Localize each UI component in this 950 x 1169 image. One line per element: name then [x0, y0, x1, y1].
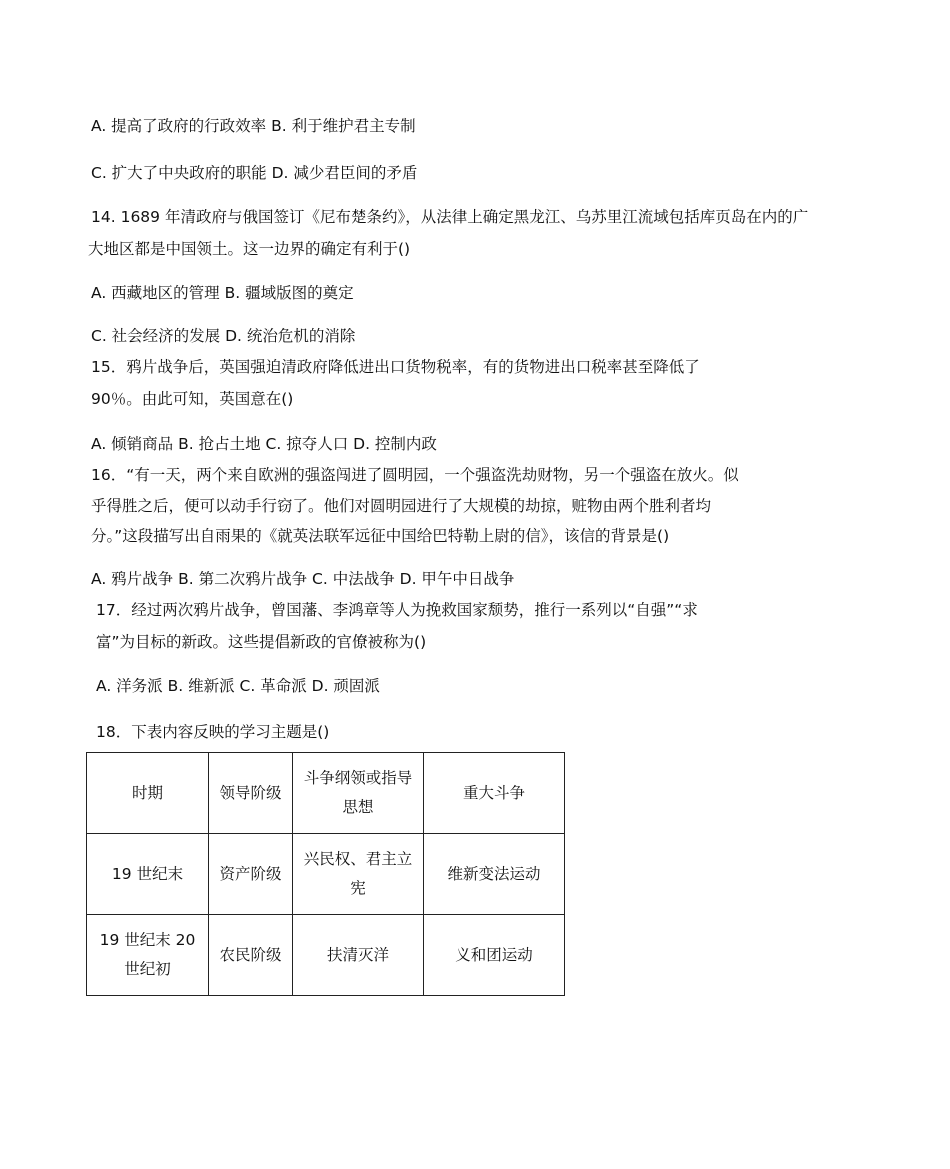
- table-cell: [424, 915, 565, 996]
- header-period: 时期: [131, 783, 163, 802]
- cell-period: 19 世纪末: [111, 864, 184, 883]
- table-cell: [424, 834, 565, 915]
- table-cell: [87, 834, 209, 915]
- q18-table: [86, 752, 565, 996]
- table-header-cell: [424, 753, 565, 834]
- cell-program: 扶清灭洋: [326, 945, 389, 964]
- q15-stem-line-2: 90％。由此可知，英国意在(): [91, 390, 294, 408]
- table-header-cell: [209, 753, 293, 834]
- q16-stem-line-3: 分。”这段描写出自雨果的《就英法联军远征中国给巴特勒上尉的信》，该信的背景是(): [91, 527, 670, 545]
- q15-options: A. 倾销商品 B. 抢占土地 C. 掠夺人口 D. 控制内政: [91, 435, 437, 453]
- table-cell: [209, 915, 293, 996]
- q13-options-line-2: C. 扩大了中央政府的职能 D. 减少君臣间的矛盾: [91, 164, 418, 182]
- header-program: 斗争纲领或指导思想: [303, 769, 413, 816]
- header-major-struggle: 重大斗争: [462, 783, 525, 802]
- q18-stem: 18．下表内容反映的学习主题是(): [96, 723, 330, 741]
- table-cell: [87, 915, 209, 996]
- q14-stem-line-2: 大地区都是中国领土。这一边界的确定有利于(): [88, 240, 411, 258]
- q14-options-line-2: C. 社会经济的发展 D. 统治危机的消除: [91, 327, 356, 345]
- table-row: [87, 915, 565, 996]
- q16-stem-line-2: 乎得胜之后，便可以动手行窃了。他们对圆明园进行了大规模的劫掠，赃物由两个胜利者均: [91, 497, 712, 515]
- cell-leading-class: 农民阶级: [219, 945, 282, 964]
- q16-stem-line-1: 16．“有一天，两个来自欧洲的强盗闯进了圆明园，一个强盗洗劫财物，另一个强盗在放火。似: [91, 466, 739, 484]
- q13-options-line-1: A. 提高了政府的行政效率 B. 利于维护君主专制: [91, 117, 416, 135]
- q15-stem-line-1: 15．鸦片战争后，英国强迫清政府降低进出口货物税率，有的货物进出口税率甚至降低了: [91, 358, 700, 376]
- q17-stem-line-1: 17．经过两次鸦片战争，曾国藩、李鸿章等人为挽救国家颓势，推行一系列以“自强”“求: [96, 601, 698, 619]
- table-header-cell: [293, 753, 424, 834]
- table-header-cell: [87, 753, 209, 834]
- q14-stem-line-1: 14. 1689 年清政府与俄国签订《尼布楚条约》，从法律上确定黑龙江、乌苏里江流域包括库页岛在内的广: [91, 208, 809, 226]
- q17-options: A. 洋务派 B. 维新派 C. 革命派 D. 顽固派: [96, 677, 380, 695]
- table-header-row: [87, 753, 565, 834]
- table-cell: [293, 834, 424, 915]
- cell-period: 19 世纪末 20 世纪初: [99, 931, 196, 978]
- table-cell: [293, 915, 424, 996]
- cell-leading-class: 资产阶级: [219, 864, 282, 883]
- cell-major-struggle: 维新变法运动: [447, 864, 541, 883]
- cell-major-struggle: 义和团运动: [455, 945, 533, 964]
- table-cell: [209, 834, 293, 915]
- q14-options-line-1: A. 西藏地区的管理 B. 疆域版图的奠定: [91, 284, 354, 302]
- header-leading-class: 领导阶级: [219, 783, 282, 802]
- table-row: [87, 834, 565, 915]
- q17-stem-line-2: 富”为目标的新政。这些提倡新政的官僚被称为(): [96, 633, 427, 651]
- q16-options: A. 鸦片战争 B. 第二次鸦片战争 C. 中法战争 D. 甲午中日战争: [91, 570, 515, 588]
- cell-program: 兴民权、君主立宪: [303, 850, 413, 897]
